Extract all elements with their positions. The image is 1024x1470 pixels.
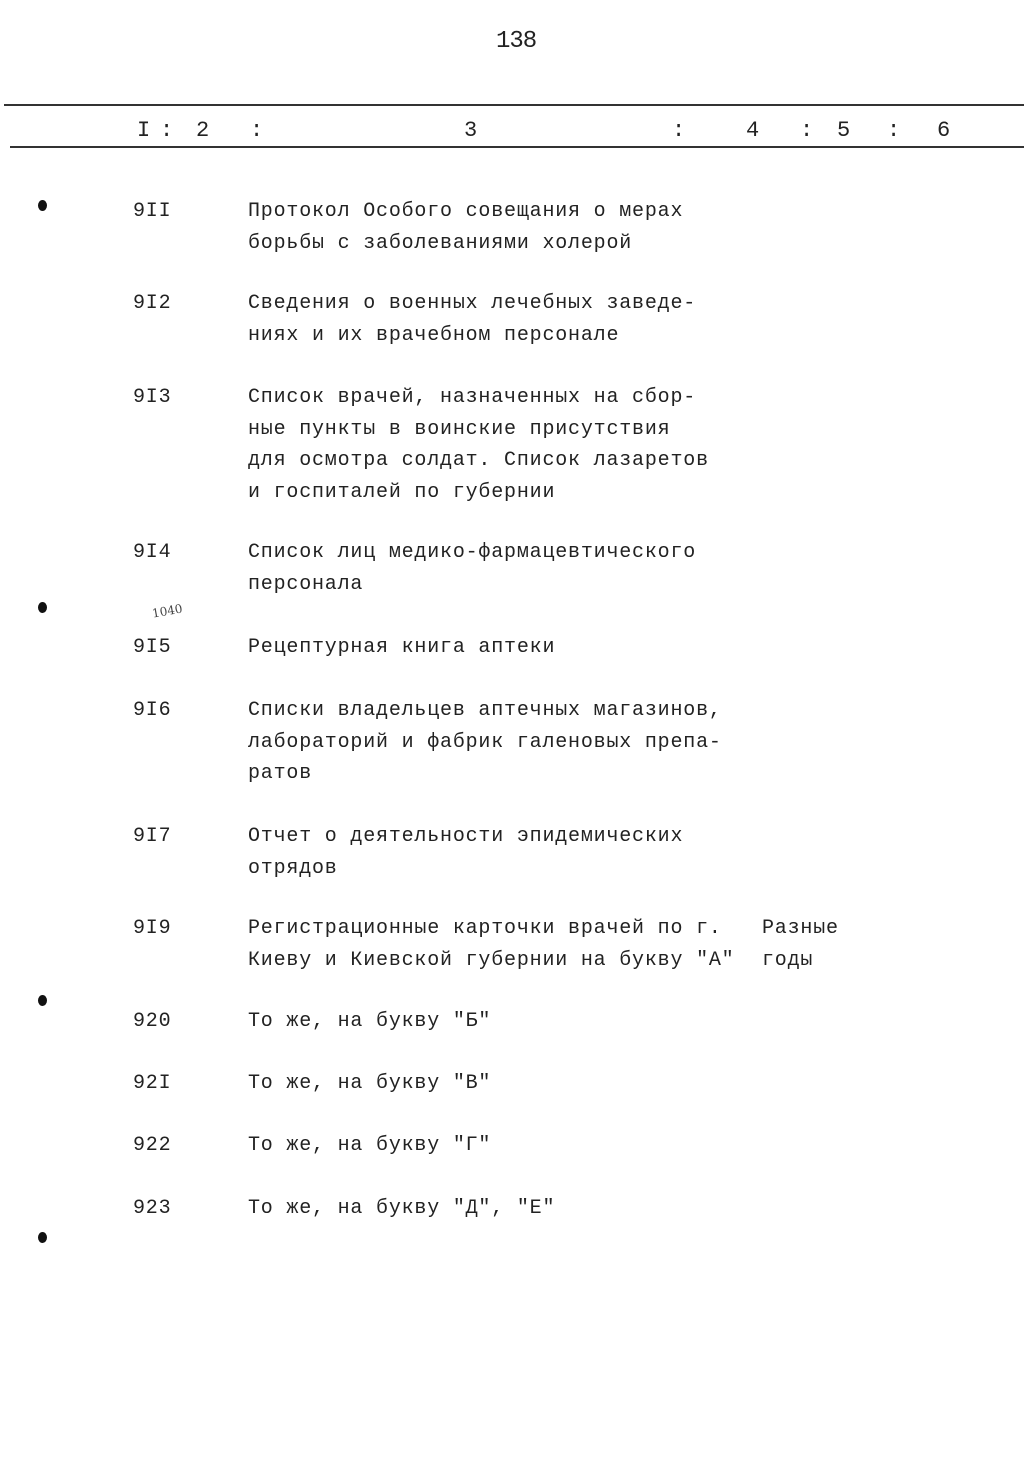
entry-description: Отчет о деятельности эпидемических отрядов [248,825,684,880]
entry-description: Рецептурная книга аптеки [248,636,556,659]
entry-description: То же, на букву "Г" [248,1134,492,1157]
entry-number: 922 [133,1134,172,1157]
entry-number: 9I2 [133,292,172,315]
entry-number: 923 [133,1197,172,1220]
col-header-1: I [137,118,151,143]
entry-description: Список лиц медико-фармацевтического персонала [248,541,697,596]
entry-description: То же, на букву "Д", "Е" [248,1197,556,1220]
col-header-4: 4 [746,118,760,143]
entry-description: То же, на букву "В" [248,1072,492,1095]
entry-number: 9II [133,200,172,223]
col-header-6: 6 [937,118,951,143]
header-top-rule [4,104,1024,106]
entry-number: 9I4 [133,541,172,564]
entry-number: 9I5 [133,636,172,659]
entry-number: 92I [133,1072,172,1095]
col-sep: : [800,118,814,143]
col-sep: : [250,118,264,143]
entry-number: 920 [133,1010,172,1033]
entry-dates: Разные годы [762,917,839,972]
entry-description: То же, на букву "Б" [248,1010,492,1033]
col-header-3: 3 [464,118,478,143]
col-sep: : [160,118,174,143]
entry-description: Протокол Особого совещания о мерах борьбы с заболеваниями холерой [248,200,684,255]
col-sep: : [672,118,686,143]
entry-description: Списки владельцев аптечных магазинов, лабораторий и фабрик галеновых препа- ратов [248,699,722,785]
punch-hole [38,200,47,211]
col-sep: : [887,118,901,143]
entry-number: 9I7 [133,825,172,848]
entry-description: Регистрационные карточки врачей по г. Киеву и Киевской губернии на букву "А" [248,917,735,972]
handwritten-note: 1040 [151,601,184,621]
col-header-2: 2 [196,118,210,143]
header-bottom-rule [10,146,1024,148]
entry-description: Список врачей, назначенных на сбор- ные пункты в воинские присутствия для осмотра солдат. Список лазаретов и госпиталей по губернии [248,386,709,504]
entry-number: 9I6 [133,699,172,722]
entry-number: 9I9 [133,917,172,940]
entry-description: Сведения о военных лечебных заведе- ниях и их врачебном персонале [248,292,697,347]
punch-hole [38,1232,47,1243]
page-number: 138 [496,28,537,55]
entry-number: 9I3 [133,386,172,409]
punch-hole [38,995,47,1006]
punch-hole [38,602,47,613]
col-header-5: 5 [837,118,851,143]
